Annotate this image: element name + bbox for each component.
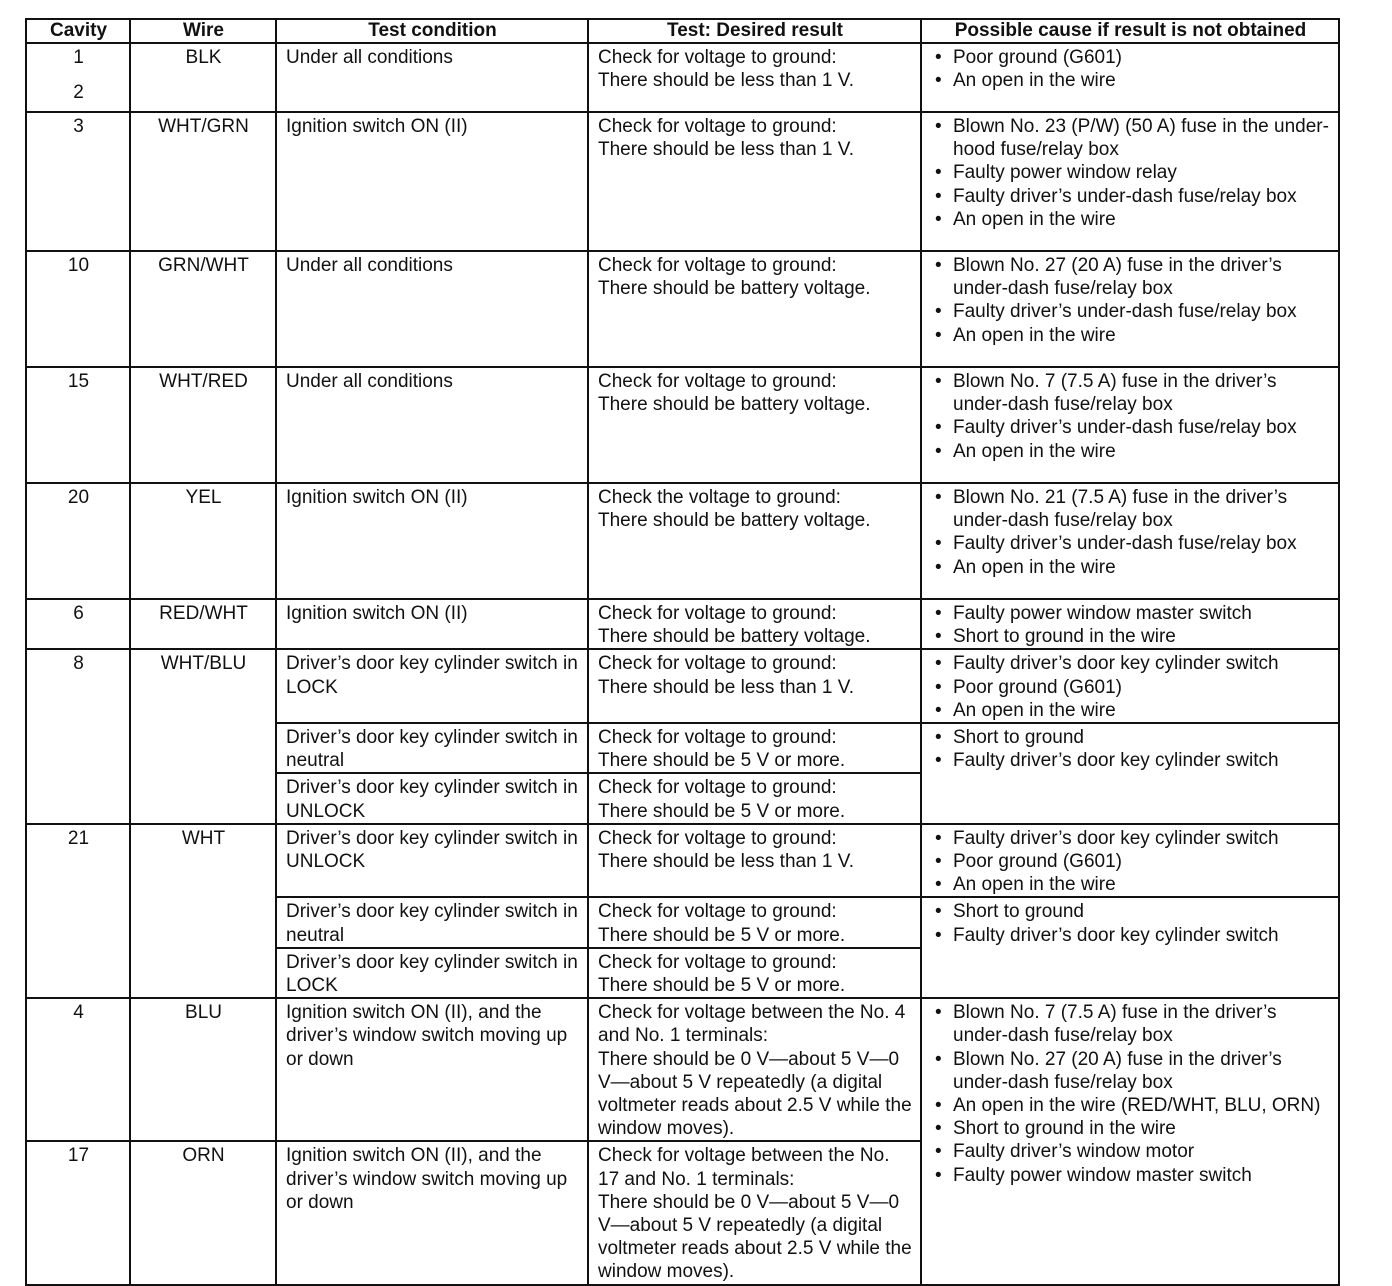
table-row <box>26 483 1339 599</box>
desired-result: Check for voltage to ground: There should be 5 V or more. <box>588 897 921 947</box>
test-condition: Driver’s door key cylinder switch in UNLOCK <box>276 773 588 823</box>
cause-item: • Faulty driver’s under-dash fuse/relay box <box>931 532 1330 555</box>
header-test-condition: Test condition <box>276 19 588 43</box>
cause-item: • An open in the wire <box>931 556 1330 579</box>
cause-list <box>931 46 1330 92</box>
desired-result: Check for voltage to ground: There should be less than 1 V. <box>588 824 921 898</box>
test-condition: Driver’s door key cylinder switch in LOCK <box>276 948 588 998</box>
table-row <box>26 649 1339 723</box>
cause-item: • Short to ground in the wire <box>931 625 1330 648</box>
cause-item: • Faulty driver’s under-dash fuse/relay box <box>931 416 1330 439</box>
desired-result: Check for voltage to ground: There should be less than 1 V. <box>588 112 921 251</box>
desired-result: Check for voltage to ground: There should be less than 1 V. <box>588 649 921 723</box>
cause-item: • Faulty driver’s door key cylinder switch <box>931 749 1330 772</box>
cavity-number: 21 <box>26 824 130 998</box>
cavity-number: 3 <box>26 112 130 251</box>
diagnostic-table <box>25 18 1340 1286</box>
wire-color: GRN/WHT <box>130 251 276 367</box>
wire-color: BLU <box>130 998 276 1141</box>
cause-list <box>931 726 1330 772</box>
desired-result: Check for voltage to ground: There should be battery voltage. <box>588 251 921 367</box>
cause-item: • Short to ground <box>931 726 1330 749</box>
header-wire: Wire <box>130 19 276 43</box>
test-condition: Ignition switch ON (II), and the driver’s window switch moving up or down <box>276 998 588 1141</box>
possible-cause <box>921 897 1339 998</box>
test-condition: Driver’s door key cylinder switch in UNLOCK <box>276 824 588 898</box>
wire-color: WHT/BLU <box>130 649 276 823</box>
table-row <box>26 112 1339 251</box>
possible-cause <box>921 998 1339 1284</box>
cause-list <box>931 652 1330 722</box>
cause-item: • Blown No. 21 (7.5 A) fuse in the driver’s under-dash fuse/relay box <box>931 486 1330 532</box>
wire-color: YEL <box>130 483 276 599</box>
cause-item: • Faulty power window relay <box>931 161 1330 184</box>
desired-result: Check for voltage to ground: There should be battery voltage. <box>588 599 921 649</box>
cause-list <box>931 115 1330 231</box>
cause-item: • Blown No. 7 (7.5 A) fuse in the driver’s under-dash fuse/relay box <box>931 370 1330 416</box>
table-row <box>26 998 1339 1141</box>
cause-list <box>931 900 1330 946</box>
possible-cause <box>921 599 1339 649</box>
cavity-number: 6 <box>26 599 130 649</box>
cause-item: • Blown No. 27 (20 A) fuse in the driver’s under-dash fuse/relay box <box>931 1048 1330 1094</box>
desired-result: Check for voltage between the No. 4 and No. 1 terminals: There should be 0 V—about 5 V—0 V—about 5 V repeatedly (a digital voltmeter reads about 2.5 V while the window moves). <box>588 998 921 1141</box>
cause-item: • Blown No. 23 (P/W) (50 A) fuse in the under-hood fuse/relay box <box>931 115 1330 161</box>
test-condition: Driver’s door key cylinder switch in neutral <box>276 897 588 947</box>
cavity-number: 4 <box>26 998 130 1141</box>
test-condition: Ignition switch ON (II) <box>276 112 588 251</box>
possible-cause <box>921 367 1339 483</box>
test-condition: Ignition switch ON (II) <box>276 483 588 599</box>
cavity-cell <box>26 43 130 112</box>
cause-item: • Faulty driver’s door key cylinder switch <box>931 652 1330 675</box>
possible-cause <box>921 112 1339 251</box>
header-desired-result: Test: Desired result <box>588 19 921 43</box>
wire-color: ORN <box>130 1141 276 1284</box>
cavity-number: 2 <box>73 82 84 104</box>
cavity-number: 15 <box>26 367 130 483</box>
possible-cause <box>921 43 1339 112</box>
cause-item: • An open in the wire <box>931 69 1330 92</box>
possible-cause <box>921 824 1339 898</box>
test-condition: Driver’s door key cylinder switch in LOCK <box>276 649 588 723</box>
header-possible-cause: Possible cause if result is not obtained <box>921 19 1339 43</box>
wire-color: WHT <box>130 824 276 998</box>
wire-color: RED/WHT <box>130 599 276 649</box>
cause-item: • Faulty driver’s door key cylinder switch <box>931 924 1330 947</box>
table-row <box>26 251 1339 367</box>
cavity-number: 8 <box>26 649 130 823</box>
cause-list <box>931 827 1330 897</box>
cause-list <box>931 254 1330 347</box>
cause-item: • Poor ground (G601) <box>931 46 1330 69</box>
cause-item: • Faulty driver’s door key cylinder switch <box>931 827 1330 850</box>
desired-result: Check for voltage to ground: There should be 5 V or more. <box>588 773 921 823</box>
diagnostic-table-container <box>25 18 1338 1286</box>
test-condition: Under all conditions <box>276 367 588 483</box>
cause-item: • Faulty power window master switch <box>931 602 1330 625</box>
cause-item: • Short to ground in the wire <box>931 1117 1330 1140</box>
cause-list <box>931 602 1330 648</box>
test-condition: Under all conditions <box>276 251 588 367</box>
cause-item: • An open in the wire <box>931 324 1330 347</box>
cause-list <box>931 1001 1330 1187</box>
cause-item: • Blown No. 7 (7.5 A) fuse in the driver’s under-dash fuse/relay box <box>931 1001 1330 1047</box>
cause-item: • Faulty power window master switch <box>931 1164 1330 1187</box>
table-row <box>26 367 1339 483</box>
possible-cause <box>921 723 1339 824</box>
desired-result: Check for voltage to ground: There should be battery voltage. <box>588 367 921 483</box>
table-row <box>26 599 1339 649</box>
table-row <box>26 824 1339 898</box>
cavity-number: 17 <box>26 1141 130 1284</box>
cause-item: • Short to ground <box>931 900 1330 923</box>
cause-item: • Poor ground (G601) <box>931 676 1330 699</box>
wire-color: WHT/GRN <box>130 112 276 251</box>
cause-list <box>931 370 1330 463</box>
header-cavity: Cavity <box>26 19 130 43</box>
test-condition: Driver’s door key cylinder switch in neutral <box>276 723 588 773</box>
cause-item: • Faulty driver’s under-dash fuse/relay box <box>931 185 1330 208</box>
cause-item: • An open in the wire <box>931 208 1330 231</box>
cause-item: • Blown No. 27 (20 A) fuse in the driver’s under-dash fuse/relay box <box>931 254 1330 300</box>
cavity-number: 20 <box>26 483 130 599</box>
desired-result: Check for voltage to ground: There should be 5 V or more. <box>588 723 921 773</box>
cause-item: • Faulty driver’s under-dash fuse/relay box <box>931 300 1330 323</box>
test-condition: Ignition switch ON (II) <box>276 599 588 649</box>
test-condition: Ignition switch ON (II), and the driver’s window switch moving up or down <box>276 1141 588 1284</box>
table-body <box>26 43 1339 1285</box>
cause-list <box>931 486 1330 579</box>
cavity-number: 10 <box>26 251 130 367</box>
cause-item: • An open in the wire (RED/WHT, BLU, ORN) <box>931 1094 1330 1117</box>
table-row <box>26 43 1339 112</box>
cavity-number: 1 <box>73 47 84 68</box>
possible-cause <box>921 251 1339 367</box>
desired-result: Check for voltage to ground: There should be less than 1 V. <box>588 43 921 112</box>
possible-cause <box>921 649 1339 723</box>
cause-item: • An open in the wire <box>931 699 1330 722</box>
wire-color: BLK <box>130 43 276 112</box>
desired-result: Check the voltage to ground: There should be battery voltage. <box>588 483 921 599</box>
header-row <box>26 19 1339 43</box>
desired-result: Check for voltage between the No. 17 and No. 1 terminals: There should be 0 V—about 5 V—0 V—about 5 V repeatedly (a digital voltmeter reads about 2.5 V while the window moves). <box>588 1141 921 1284</box>
cause-item: • Poor ground (G601) <box>931 850 1330 873</box>
cause-item: • An open in the wire <box>931 873 1330 896</box>
wire-color: WHT/RED <box>130 367 276 483</box>
possible-cause <box>921 483 1339 599</box>
test-condition: Under all conditions <box>276 43 588 112</box>
cause-item: • Faulty driver’s window motor <box>931 1140 1330 1163</box>
cause-item: • An open in the wire <box>931 440 1330 463</box>
desired-result: Check for voltage to ground: There should be 5 V or more. <box>588 948 921 998</box>
